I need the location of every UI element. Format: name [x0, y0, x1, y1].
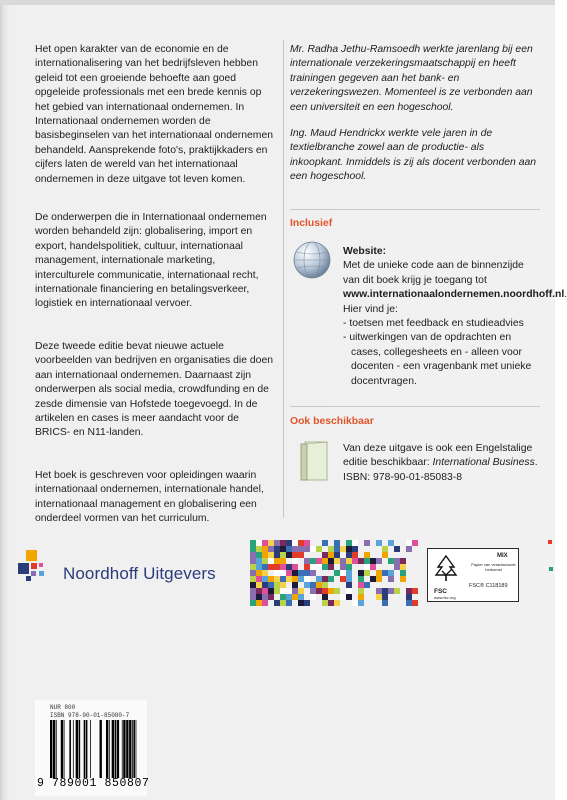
barcode-nur: NUR 800: [50, 704, 76, 711]
mosaic-tile: [388, 570, 394, 576]
mosaic-tile: [346, 570, 352, 576]
mosaic-tile: [262, 540, 268, 546]
mosaic-tile: [250, 582, 256, 588]
mosaic-tile: [268, 552, 274, 558]
mosaic-tile: [328, 600, 334, 606]
description-column: [35, 43, 275, 539]
mosaic-tile: [268, 546, 274, 552]
mosaic-tile: [340, 558, 346, 564]
mosaic-tile: [262, 576, 268, 582]
mosaic-tile: [346, 552, 352, 558]
mosaic-tile: [382, 594, 388, 600]
mosaic-tile: [280, 600, 286, 606]
mosaic-tile: [286, 552, 292, 558]
mosaic-tile: [298, 570, 304, 576]
barcode-bar: [76, 720, 78, 778]
mosaic-tile: [286, 564, 292, 570]
mosaic-tile: [280, 552, 286, 558]
fsc-label: [434, 588, 456, 600]
mosaic-tile: [394, 558, 400, 564]
mosaic-tile: [406, 600, 412, 606]
mosaic-tile: [262, 558, 268, 564]
mosaic-tile: [304, 576, 310, 582]
mosaic-tile: [280, 582, 286, 588]
barcode-bar: [79, 720, 81, 778]
mosaic-tile: [292, 594, 298, 600]
mosaic-tile: [352, 558, 358, 564]
mosaic-tile: [262, 600, 268, 606]
mosaic-tile: [364, 570, 370, 576]
barcode-info: [50, 704, 129, 719]
mosaic-tile: [334, 558, 340, 564]
mosaic-tile: [328, 546, 334, 552]
mosaic-tile: [250, 576, 256, 582]
mosaic-tile: [262, 594, 268, 600]
barcode-bar: [90, 720, 91, 778]
mosaic-tile: [256, 600, 262, 606]
mosaic-tile: [358, 600, 364, 606]
mosaic-tile: [250, 558, 256, 564]
mosaic-tile: [412, 540, 418, 546]
mosaic-tile: [286, 540, 292, 546]
website-info: [343, 245, 567, 389]
mosaic-tile: [292, 570, 298, 576]
mosaic-tile: [280, 594, 286, 600]
barcode-icon: [50, 720, 143, 778]
mosaic-tile: [334, 540, 340, 546]
description-paragraph-3: Deze tweede editie bevat nieuwe actuele voorbeelden van bedrijven en organisaties die doen aan internationaal ondernemen. Daarnaast zijn onderwerpen als social media, crowdfunding en de zesde dimensie van Hofstede toegevoegd. In de artikelen en cases is meer aandacht voor de BRICS- en N11-landen.: [35, 341, 274, 439]
mosaic-tile: [268, 588, 274, 594]
mosaic-tile: [256, 564, 262, 570]
mosaic-tile: [346, 576, 352, 582]
mosaic-tile: [322, 594, 328, 600]
mosaic-tile: [298, 588, 304, 594]
mosaic-tile: [400, 564, 406, 570]
mosaic-tile: [370, 576, 376, 582]
fsc-tree-icon: [432, 553, 460, 586]
barcode-bar: [109, 720, 110, 778]
mosaic-tile: [340, 594, 346, 600]
website-heading: Website:: [343, 246, 387, 257]
barcode-bar: [132, 720, 133, 778]
mosaic-tile: [256, 540, 262, 546]
mosaic-tile: [256, 576, 262, 582]
authors-column: [290, 43, 540, 197]
globe-icon: [292, 240, 332, 280]
barcode-bar: [115, 720, 117, 778]
ook-beschikbaar-title: Ook beschikbaar: [290, 416, 374, 427]
mosaic-tile: [250, 564, 256, 570]
top-edge: [0, 0, 555, 5]
mosaic-tile: [298, 540, 304, 546]
mosaic-tile: [376, 540, 382, 546]
mosaic-tile: [262, 570, 268, 576]
column-divider: [283, 40, 284, 518]
mosaic-tile: [352, 546, 358, 552]
mosaic-tile: [364, 540, 370, 546]
mosaic-tile: [388, 588, 394, 594]
mosaic-tile: [358, 558, 364, 564]
barcode-bar: [106, 720, 108, 778]
mosaic-tile: [268, 576, 274, 582]
barcode-bar: [122, 720, 123, 778]
mosaic-tile: [412, 600, 418, 606]
mosaic-tile: [286, 546, 292, 552]
mosaic-tile: [262, 552, 268, 558]
mosaic-tile: [250, 540, 256, 546]
mosaic-tile: [364, 582, 370, 588]
mosaic-tile: [340, 570, 346, 576]
mosaic-tile: [406, 594, 412, 600]
mosaic-tile: [334, 600, 340, 606]
mosaic-tile: [310, 564, 316, 570]
divider-inclusief: [290, 209, 540, 210]
mosaic-tile: [286, 600, 292, 606]
author-bio-2: Ing. Maud Hendrickx werkte vele jaren in de textielbranche zowel aan de productie- als inkoopkant. Inmiddels is zij als docent verbonden aan een hogeschool.: [290, 128, 537, 183]
mosaic-tile: [388, 540, 394, 546]
mosaic-tile: [268, 540, 274, 546]
mosaic-tile: [268, 564, 274, 570]
mosaic-tile: [286, 594, 292, 600]
mosaic-tile: [274, 546, 280, 552]
website-url-link[interactable]: www.internationaalondernemen.noordhoff.nl: [343, 289, 565, 301]
mosaic-tile: [280, 540, 286, 546]
mosaic-tile: [358, 582, 364, 588]
mosaic-tile: [256, 552, 262, 558]
mosaic-tile: [256, 582, 262, 588]
mosaic-tile: [328, 564, 334, 570]
mosaic-tile: [316, 558, 322, 564]
mosaic-tile: [292, 546, 298, 552]
website-text: [343, 259, 567, 317]
barcode-bar: [53, 720, 55, 778]
mosaic-tile: [298, 552, 304, 558]
mosaic-tile: [346, 540, 352, 546]
barcode-bar: [126, 720, 128, 778]
ook-text-intro: Van deze uitgave is ook een Engelstalige editie beschikbaar:: [343, 443, 533, 469]
mosaic-tile: [358, 594, 364, 600]
mosaic-tile: [394, 588, 400, 594]
mosaic-tile: [262, 564, 268, 570]
barcode-bar: [69, 720, 71, 778]
mosaic-tile: [400, 576, 406, 582]
mosaic-tile: [382, 570, 388, 576]
website-items-list: [343, 317, 543, 389]
mosaic-tile: [274, 540, 280, 546]
ook-book-title: International Business: [432, 457, 535, 469]
mosaic-tile: [274, 600, 280, 606]
inclusief-title: Inclusief: [290, 218, 333, 229]
mosaic-tile: [292, 582, 298, 588]
mosaic-tile: [346, 546, 352, 552]
mosaic-tile: [280, 564, 286, 570]
mosaic-tile: [274, 582, 280, 588]
mosaic-tile: [298, 546, 304, 552]
noordhoff-logo-icon: [18, 546, 48, 588]
mosaic-tile: [262, 588, 268, 594]
mosaic-tile: [388, 558, 394, 564]
mosaic-tile: [376, 558, 382, 564]
barcode-number: 9 789001 850807: [37, 777, 150, 790]
barcode-bar: [129, 720, 131, 778]
mosaic-tile: [310, 588, 316, 594]
mosaic-tile: [250, 588, 256, 594]
barcode-bar: [123, 720, 125, 778]
mosaic-tile: [292, 588, 298, 594]
mosaic-tile: [286, 576, 292, 582]
website-intro: Met de unieke code aan de binnenzijde van dit boek krijg je toegang tot: [343, 260, 524, 286]
mosaic-tile: [304, 564, 310, 570]
mosaic-tile: [280, 558, 286, 564]
mosaic-tile: [388, 576, 394, 582]
website-after: . Hier vind je:: [343, 289, 567, 315]
edge-square-green: [549, 567, 553, 571]
mosaic-tile: [382, 588, 388, 594]
ook-isbn: ISBN: 978-90-01-85083-8: [343, 471, 462, 483]
mosaic-tile: [298, 576, 304, 582]
mosaic-tile: [322, 576, 328, 582]
mosaic-tile: [334, 570, 340, 576]
barcode-bar: [56, 720, 57, 778]
mosaic-tile: [322, 588, 328, 594]
barcode-bar: [100, 720, 102, 778]
mosaic-tile: [298, 600, 304, 606]
edge-square-red: [548, 540, 552, 544]
mosaic-tile: [376, 588, 382, 594]
mosaic-tile: [328, 588, 334, 594]
mosaic-tile: [406, 540, 412, 546]
barcode-bar: [112, 720, 114, 778]
mosaic-tile: [256, 558, 262, 564]
mosaic-tile: [250, 552, 256, 558]
mosaic-tile: [292, 576, 298, 582]
mosaic-tile: [310, 546, 316, 552]
mosaic-tile: [346, 582, 352, 588]
mosaic-tile: [310, 582, 316, 588]
mosaic-tile: [364, 552, 370, 558]
mosaic-tile: [250, 570, 256, 576]
barcode-bar: [136, 720, 137, 778]
mosaic-tile: [412, 588, 418, 594]
mosaic-tile: [286, 588, 292, 594]
mosaic-tile: [304, 600, 310, 606]
barcode-bar: [50, 720, 52, 778]
mosaic-tile: [256, 546, 262, 552]
fsc-text: FSC: [434, 588, 447, 595]
mosaic-tile: [334, 588, 340, 594]
mosaic-tile: [316, 564, 322, 570]
mosaic-tile: [310, 594, 316, 600]
barcode-bar: [133, 720, 135, 778]
mosaic-tile: [274, 570, 280, 576]
mosaic-tile: [280, 570, 286, 576]
description-paragraph-1: Het open karakter van de economie en de internationalisering van het bedrijfsleven hebben geleid tot een groeiende behoefte aan goed opgeleide professionals met een brede kennis op het gebied van internationaal ondernemen. In Internationaal ondernemen worden de basisbeginselen van het internationaal ondernemen behandeld. Aansprekende foto's, praktijkkaders en cijfers laten de wereld van het internationaal ondernemen in deze uitgave tot leven komen.: [35, 44, 274, 185]
mosaic-tile: [268, 558, 274, 564]
mosaic-tile: [256, 570, 262, 576]
mosaic-tile: [292, 558, 298, 564]
mosaic-tile: [406, 588, 412, 594]
mosaic-tile: [268, 582, 274, 588]
mosaic-tile: [310, 558, 316, 564]
mosaic-tile: [304, 540, 310, 546]
fsc-mix: MIX: [497, 553, 508, 559]
mosaic-tile: [400, 558, 406, 564]
mosaic-tile: [376, 594, 382, 600]
mosaic-tile: [262, 546, 268, 552]
mosaic-tile: [340, 564, 346, 570]
mosaic-tile: [370, 564, 376, 570]
book-icon: [300, 440, 330, 482]
mosaic-tile: [382, 600, 388, 606]
mosaic-tile: [256, 594, 262, 600]
mosaic-tile: [316, 546, 322, 552]
mosaic-tile: [346, 594, 352, 600]
mosaic-tile: [328, 558, 334, 564]
color-mosaic: [250, 540, 422, 606]
mosaic-tile: [376, 570, 382, 576]
website-item-2: - uitwerkingen van de opdrachten en cases, collegesheets en - alleen voor docenten - een vragenbank met unieke docentvragen.: [343, 332, 532, 387]
mosaic-tile: [262, 582, 268, 588]
mosaic-tile: [274, 588, 280, 594]
mosaic-tile: [274, 576, 280, 582]
mosaic-tile: [370, 558, 376, 564]
mosaic-tile: [268, 594, 274, 600]
mosaic-tile: [394, 564, 400, 570]
mosaic-tile: [280, 546, 286, 552]
mosaic-tile: [304, 546, 310, 552]
mosaic-tile: [250, 546, 256, 552]
mosaic-tile: [304, 582, 310, 588]
mosaic-tile: [250, 594, 256, 600]
mosaic-tile: [280, 588, 286, 594]
barcode-bar: [61, 720, 63, 778]
mosaic-tile: [328, 576, 334, 582]
mosaic-tile: [250, 600, 256, 606]
description-paragraph-2: De onderwerpen die in Internationaal ondernemen worden behandeld zijn: globalisering, import en export, handelspolitiek, cultuur, internationaal management, internationale marketing, interculturele communicatie, internationaal recht, internationale financiering en betalingsverkeer, logistiek en internationaal vervoer.: [35, 212, 267, 310]
mosaic-tile: [352, 540, 358, 546]
mosaic-tile: [346, 588, 352, 594]
website-item-1: - toetsen met feedback en studieadvies: [343, 318, 524, 330]
divider-ook: [290, 406, 540, 407]
mosaic-tile: [292, 552, 298, 558]
mosaic-tile: [286, 570, 292, 576]
description-paragraph-4: Het boek is geschreven voor opleidingen waarin internationaal ondernemen, internationale handel, internationaal management en globalisering een onderdeel vormen van het curriculum.: [35, 470, 264, 525]
mosaic-tile: [346, 558, 352, 564]
mosaic-tile: [304, 558, 310, 564]
mosaic-tile: [364, 564, 370, 570]
ook-beschikbaar-text: Van deze uitgave is ook een Engelstalige editie beschikbaar: International Business. ISBN: 978-90-01-85083-8: [343, 443, 538, 483]
barcode-isbn: ISBN 978-90-01-85080-7: [50, 711, 130, 719]
mosaic-tile: [310, 570, 316, 576]
mosaic-tile: [364, 558, 370, 564]
mosaic-tile: [304, 570, 310, 576]
mosaic-tile: [274, 558, 280, 564]
mosaic-tile: [340, 576, 346, 582]
barcode-bar: [117, 720, 119, 778]
mosaic-tile: [352, 552, 358, 558]
mosaic-tile: [292, 540, 298, 546]
barcode-bar: [84, 720, 86, 778]
mosaic-tile: [358, 570, 364, 576]
mosaic-tile: [322, 552, 328, 558]
mosaic-tile: [346, 564, 352, 570]
mosaic-tile: [256, 588, 262, 594]
mosaic-tile: [352, 600, 358, 606]
mosaic-tile: [406, 546, 412, 552]
mosaic-tile: [322, 600, 328, 606]
mosaic-tile: [322, 582, 328, 588]
mosaic-tile: [322, 564, 328, 570]
mosaic-tile: [316, 588, 322, 594]
publisher-name: Noordhoff Uitgevers: [63, 564, 216, 583]
mosaic-tile: [280, 576, 286, 582]
mosaic-tile: [358, 588, 364, 594]
mosaic-tile: [274, 552, 280, 558]
mosaic-tile: [322, 558, 328, 564]
mosaic-tile: [394, 546, 400, 552]
fsc-paper-text: Papier van verantwoorde herkomst: [471, 562, 516, 572]
mosaic-tile: [274, 564, 280, 570]
mosaic-tile: [316, 582, 322, 588]
mosaic-tile: [298, 594, 304, 600]
barcode-bar: [86, 720, 88, 778]
mosaic-tile: [334, 552, 340, 558]
mosaic-tile: [292, 564, 298, 570]
mosaic-tile: [382, 546, 388, 552]
mosaic-tile: [316, 576, 322, 582]
fsc-site: www.fsc.org: [434, 595, 456, 600]
barcode-bar: [73, 720, 74, 778]
mosaic-tile: [334, 546, 340, 552]
barcode-bar: [64, 720, 65, 778]
author-bio-1: Mr. Radha Jethu-Ramsoedh werkte jarenlang bij een internationale verzekeringsmaatschappij en heeft trainingen gegeven aan het bank- en verzekeringswezen. Momenteel is ze verbonden aan een universiteit en een hogeschool.: [290, 44, 533, 113]
mosaic-tile: [358, 576, 364, 582]
mosaic-tile: [322, 540, 328, 546]
mosaic-tile: [382, 552, 388, 558]
fsc-code: FSC® C118189: [469, 583, 508, 589]
mosaic-tile: [400, 570, 406, 576]
mosaic-tile: [376, 576, 382, 582]
mosaic-tile: [340, 546, 346, 552]
mosaic-tile: [328, 552, 334, 558]
